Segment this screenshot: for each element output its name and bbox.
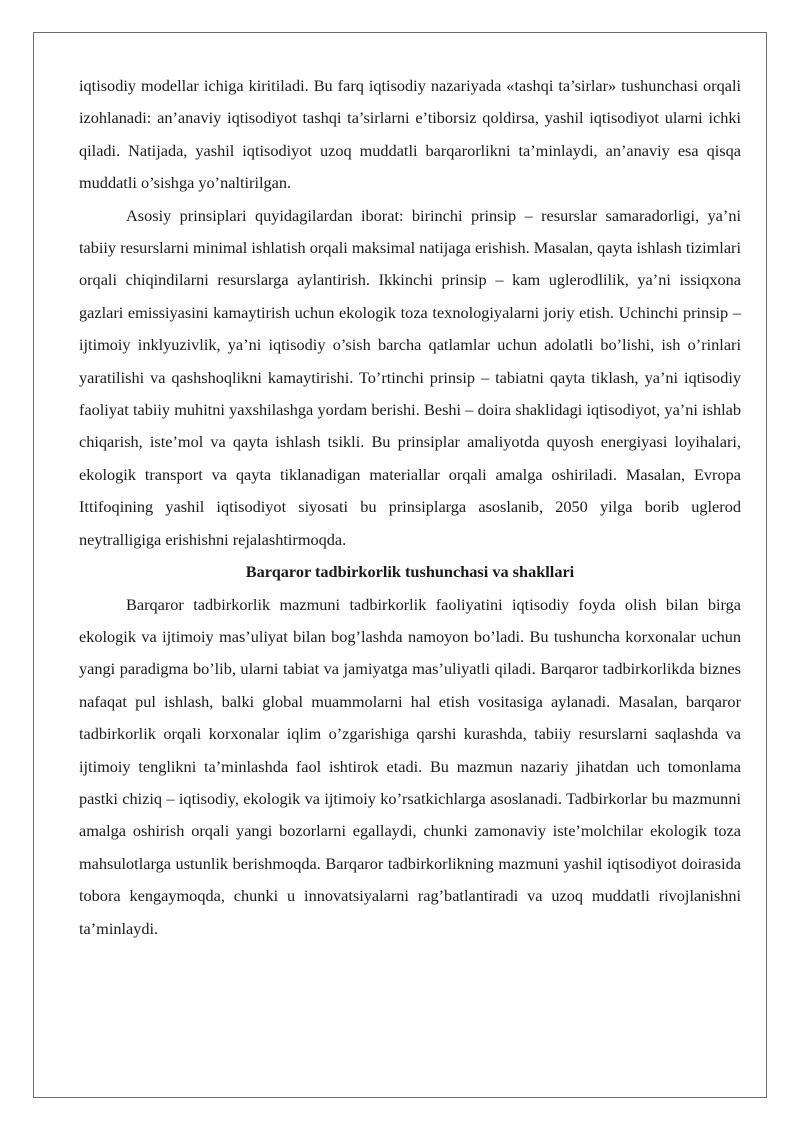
section-heading: Barqaror tadbirkorlik tushunchasi va shakllari — [245, 562, 575, 582]
document-body — [79, 70, 741, 945]
paragraph-principles: Asosiy prinsiplari quyidagilardan iborat: birinchi prinsip – resurslar samaradorligi, ya’ni tabiiy resurslarni minimal ishlatish orqali maksimal natijaga erishish. Masalan, qayta ishlash tizimlari orqali chiqindilarni resurslarga aylantirish. Ikkinchi prinsip – kam uglerodlilik, ya’ni issiqxona gazlari emissiyasini kamaytirish uchun ekologik toza texnologiyalarni joriy etish. Uchinchi prinsip – ijtimoiy inklyuzivlik, ya’ni iqtisodiy o’sish barcha qatlamlar uchun adolatli bo’lishi, ish o’rinlari yaratilishi va qashshoqlikni kamaytirishi. To’rtinchi prinsip – tabiatni qayta tiklash, ya’ni iqtisodiy faoliyat tabiiy muhitni yaxshilashga yordam berishi. Beshi – doira shaklidagi iqtisodiyot, ya’ni ishlab chiqarish, iste’mol va qayta ishlash tsikli. Bu prinsiplar amaliyotda quyosh energiyasi loyihalari, ekologik transport va qayta tiklanadigan materiallar orqali amalga oshiriladi. Masalan, Evropa Ittifoqining yashil iqtisodiyot siyosati bu prinsiplarga asoslanib, 2050 yilga borib uglerod neytralligiga erishishni rejalashtirmoqda. — [79, 205, 741, 549]
paragraph-continuation: iqtisodiy modellar ichiga kiritiladi. Bu farq iqtisodiy nazariyada «tashqi ta’sirlar» tushunchasi orqali izohlanadi: an’anaviy iqtisodiyot tashqi ta’sirlarni e’tiborsiz qoldirsa, yashil iqtisodiyot ularni ichki qiladi. Natijada, yashil iqtisodiyot uzoq muddatli barqarorlikni ta’minlaydi, an’anaviy esa qisqa muddatli o’sishga yo’naltirilgan. — [79, 76, 741, 193]
paragraph-sustainable-entrepreneurship: Barqaror tadbirkorlik mazmuni tadbirkorlik faoliyatini iqtisodiy foyda olish bilan birga ekologik va ijtimoiy mas’uliyat bilan bog’lashda namoyon bo’ladi. Bu tushuncha korxonalar uchun yangi paradigma bo’lib, ularni tabiat va jamiyatga mas’uliyatli qiladi. Barqaror tadbirkorlikda biznes nafaqat pul ishlash, balki global muammolarni hal etish vositasiga aylanadi. Masalan, barqaror tadbirkorlik orqali korxonalar iqlim o’zgarishiga qarshi kurashda, tabiiy resurslarni saqlashda va ijtimoiy tenglikni ta’minlashda faol ishtirok etadi. Bu mazmun nazariy jihatdan uch tomonlama pastki chiziq – iqtisodiy, ekologik va ijtimoiy ko’rsatkichlarga asoslanadi. Tadbirkorlar bu mazmunni amalga oshirish orqali yangi bozorlarni egallaydi, chunki zamonaviy iste’molchilar ekologik toza mahsulotlarga ustunlik berishmoqda. Barqaror tadbirkorlikning mazmuni yashil iqtisodiyot doirasida tobora kengaymoqda, chunki u innovatsiyalarni rag’batlantiradi va uzoq muddatli rivojlanishni ta’minlaydi. — [79, 594, 741, 938]
